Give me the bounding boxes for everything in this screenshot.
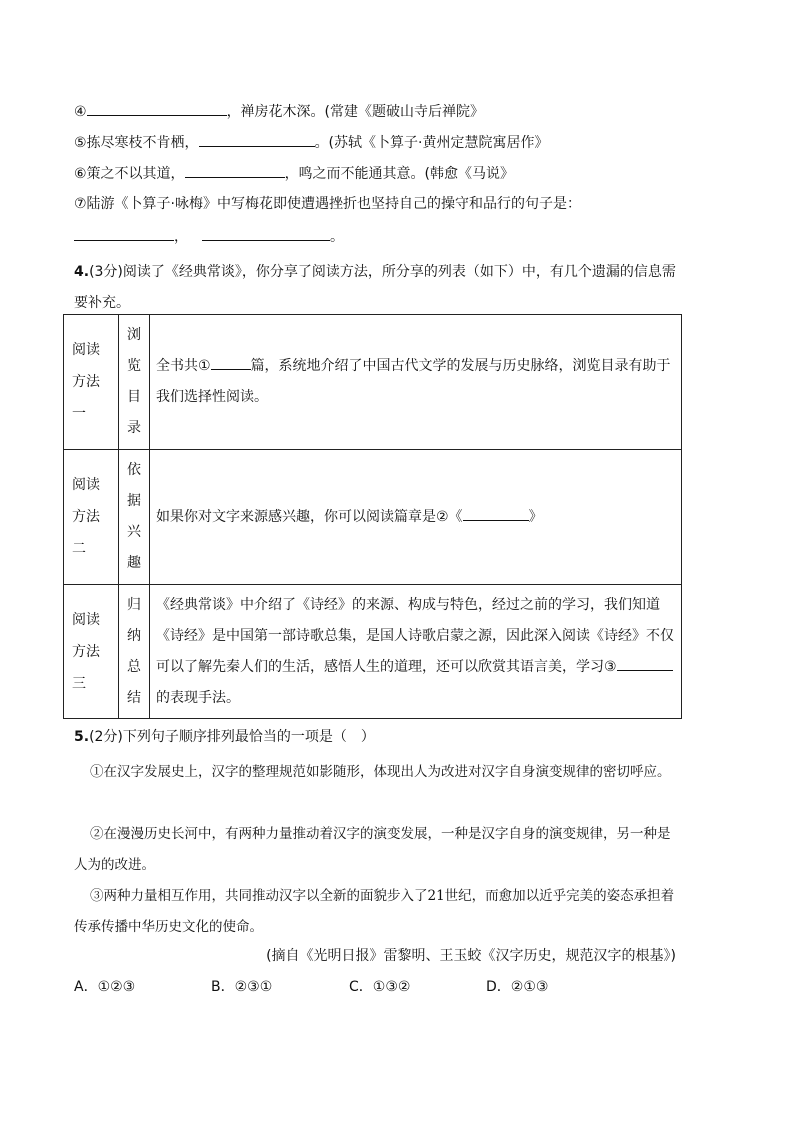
sentence-1: ①在汉字发展史上，汉字的整理规范如影随形，体现出人为改进对汉字自身演变规律的密切呼应。 — [90, 764, 671, 780]
answer-blank-table-1[interactable] — [211, 355, 251, 370]
option-b[interactable]: B．②③① — [211, 979, 273, 995]
line-6-suffix: ，鸣之而不能通其意。(韩愈《马说》 — [284, 166, 515, 182]
method-cell — [64, 450, 119, 585]
answer-blank-6[interactable] — [185, 163, 285, 178]
line-8-period: 。 — [330, 229, 344, 245]
question-4-number: 4. — [74, 264, 90, 280]
poem-line-8 — [74, 226, 344, 247]
line-5-suffix: 。(苏轼《卜算子·黄州定慧院寓居作》 — [314, 135, 549, 151]
question-4-text: 阅读了《经典常谈》，你分享了阅读方法，所分享的列表（如下）中，有几个遗漏的信息需要补充。 — [74, 264, 676, 311]
line-4-prefix: ④ — [74, 104, 87, 120]
table-row — [64, 585, 682, 719]
method-text: 方法 — [72, 509, 100, 525]
answer-blank-table-2[interactable] — [463, 506, 529, 521]
method-text: 一 — [72, 406, 86, 422]
name-char: 趣 — [127, 555, 141, 571]
question-5-score: (2分) — [89, 729, 123, 745]
method-text: 方法 — [72, 374, 100, 390]
option-d[interactable]: D．②①③ — [486, 979, 549, 995]
name-char: 录 — [127, 420, 141, 436]
answer-blank-table-3[interactable] — [617, 656, 673, 671]
name-char: 总 — [127, 658, 141, 675]
answer-blank-7b[interactable] — [202, 226, 330, 241]
method-name-cell — [119, 315, 150, 450]
name-char: 依 — [127, 462, 141, 478]
sentence-3: ③两种力量相互作用，共同推动汉字以全新的面貌步入了21世纪，而愈加以近乎完美的姿态承担着传承传播中华历史文化的使命。 — [74, 888, 675, 935]
name-char: 目 — [127, 389, 141, 405]
poem-line-7: ⑦陆游《卜算子·咏梅》中写梅花即使遭遇挫折也坚持自己的操守和品行的句子是： — [74, 196, 581, 212]
name-char: 浏 — [127, 327, 141, 343]
poem-line-6 — [74, 163, 514, 184]
content-text: 《经典常谈》中介绍了《诗经》的来源、构成与特色，经过之前的学习，我们知道《诗经》是中国第一部诗歌总集，是国人诗歌启蒙之源，因此深入阅读《诗经》不仅可以了解先秦人们的生活，感悟人生的道理，还可以欣赏其语言美，学习③ — [156, 596, 674, 675]
sentence-2: ②在漫漫历史长河中，有两种力量推动着汉字的演变发展，一种是汉字自身的演变规律，另一种是人为的改进。 — [74, 826, 671, 873]
option-c[interactable]: C．①③② — [349, 979, 411, 995]
content-text: 的表现手法。 — [156, 689, 240, 706]
method-text: 二 — [72, 541, 86, 557]
answer-blank-7a[interactable] — [74, 226, 174, 241]
name-char: 结 — [127, 689, 141, 706]
poem-line-5 — [74, 132, 548, 153]
name-char: 览 — [127, 358, 141, 374]
answer-blank-5[interactable] — [199, 132, 315, 147]
content-text: 篇，系统地介绍了中国古代文学的发展与历史脉络，浏览目录有助于我们选择性阅读。 — [156, 358, 671, 405]
method-text: 阅读 — [72, 477, 100, 493]
answer-blank-4[interactable] — [87, 101, 227, 116]
question-5-stem — [74, 727, 375, 747]
method-text: 三 — [72, 675, 86, 692]
method-name-cell — [119, 585, 150, 719]
table-row — [64, 450, 682, 585]
line-4-suffix: ，禅房花木深。(常建《题破山寺后禅院》 — [226, 104, 485, 120]
method-content-cell — [150, 450, 682, 585]
method-cell — [64, 315, 119, 450]
method-content-cell — [150, 315, 682, 450]
line-6-prefix: ⑥策之不以其道， — [74, 166, 185, 182]
line-5-prefix: ⑤拣尽寒枝不肯栖， — [74, 135, 199, 151]
method-name-cell — [119, 450, 150, 585]
question-4-stem — [74, 257, 684, 319]
name-char: 据 — [127, 493, 141, 509]
content-text: 全书共① — [156, 358, 211, 374]
line-8-comma: ， — [174, 229, 188, 245]
reading-method-table — [63, 314, 682, 719]
poem-line-4 — [74, 101, 484, 122]
method-content-cell — [150, 585, 682, 719]
question-5-number: 5. — [74, 729, 90, 745]
option-a[interactable]: A．①②③ — [74, 979, 136, 995]
method-text: 阅读 — [72, 611, 100, 628]
content-text: 》 — [528, 508, 543, 525]
method-text: 方法 — [72, 643, 100, 660]
name-char: 归 — [127, 596, 141, 613]
table-row — [64, 315, 682, 450]
source-citation: (摘自《光明日报》雷黎明、王玉蛟《汉字历史，规范汉字的根基》) — [266, 948, 676, 964]
question-5-text: 下列句子顺序排列最恰当的一项是（ ） — [122, 729, 375, 745]
method-text: 阅读 — [72, 342, 100, 358]
question-4-score: (3分) — [89, 264, 123, 280]
method-cell — [64, 585, 119, 719]
content-text: 如果你对文字来源感兴趣，你可以阅读篇章是②《 — [156, 508, 463, 525]
name-char: 兴 — [127, 524, 141, 540]
name-char: 纳 — [127, 627, 141, 644]
